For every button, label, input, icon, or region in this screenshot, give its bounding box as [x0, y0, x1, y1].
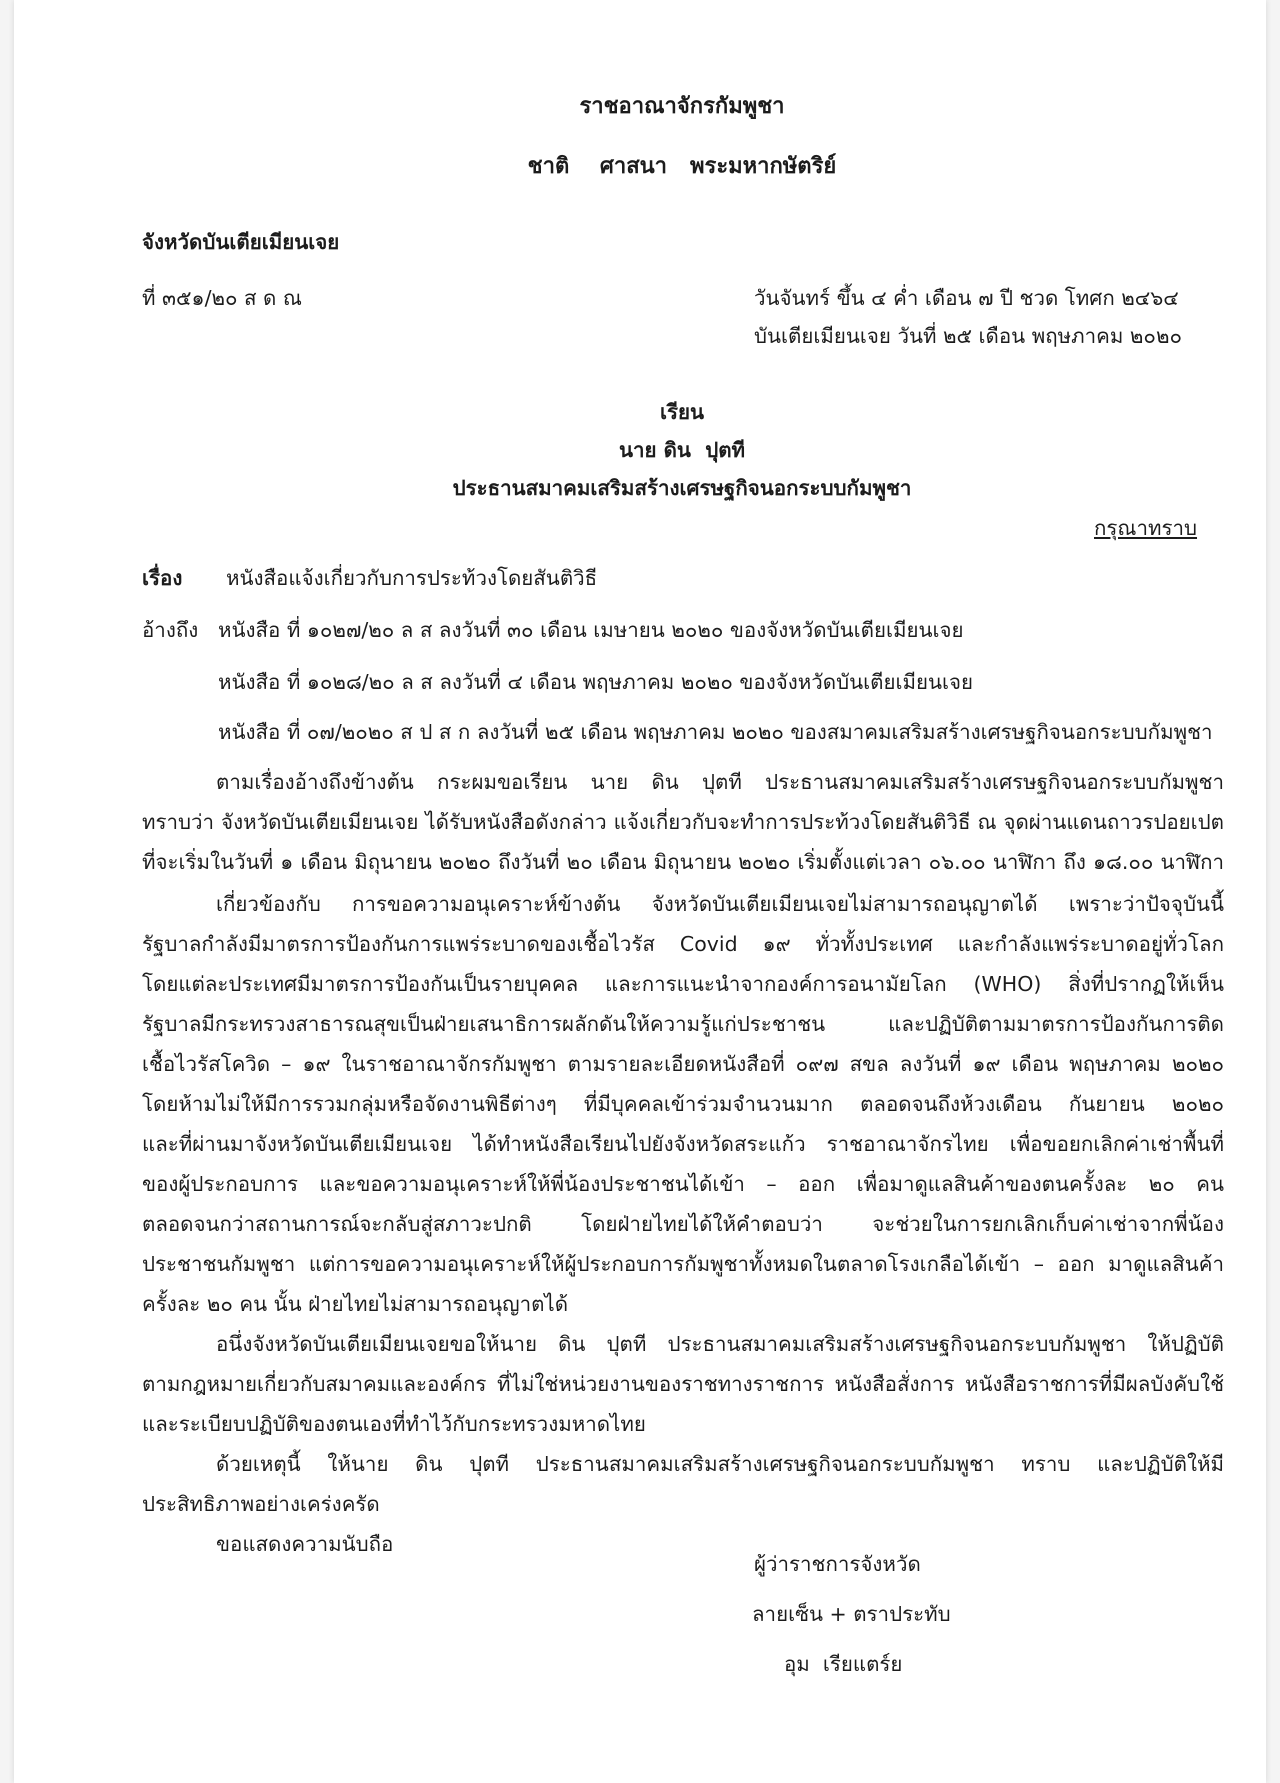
body-line: เกี่ยวข้องกับ การขอความอนุเคราะห์ข้างต้น จังหวัดบันเตียเมียนเจยไม่สามารถอนุญาตได้ เพราะว่าปัจจุบันนี้	[216, 892, 1224, 916]
body-line: ของผู้ประกอบการ และขอความอนุเคราะห์ให้พี่น้องประชาชนได้เข้า – ออก เพื่อมาดูแลสินค้าของตนครั้งละ ๒๐ คน	[142, 1172, 1224, 1196]
for-information-note: กรุณาทราบ	[1094, 516, 1198, 540]
body-line: ประชาชนกัมพูชา แต่การขอความอนุเคราะห์ให้ผู้ประกอบการกัมพูชาทั้งหมดในตลาดโรงเกลือได้เข้า – ออก มาดูแลสินค้า	[142, 1252, 1224, 1276]
kingdom-heading: ราชอาณาจักรกัมพูชา	[579, 94, 785, 119]
reference-item: หนังสือ ที่ ๑๐๒๗/๒๐ ล ส ลงวันที่ ๓๐ เดือน เมษายน ๒๐๒๐ ของจังหวัดบันเตียเมียนเจย	[218, 618, 964, 642]
body-line: รัฐบาลมีกระทรวงสาธารณสุขเป็นฝ่ายเสนาธิการผลักดันให้ความรู้แก่ประชาชน และปฏิบัติตามมาตรการป้องกันการติด	[142, 1012, 1224, 1036]
subject-text: หนังสือแจ้งเกี่ยวกับการประท้วงโดยสันติวิธี	[226, 566, 598, 590]
body-line: ที่จะเริ่มในวันที่ ๑ เดือน มิถุนายน ๒๐๒๐ ถึงวันที่ ๒๐ เดือน มิถุนายน ๒๐๒๐ เริ่มตั้งแต่เวลา ๐๖.๐๐ นาฬิกา ถึง ๑๘.๐๐ นาฬิกา	[142, 850, 1224, 874]
document-number: ที่ ๓๕๑/๒๐ ส ด ณ	[142, 286, 302, 310]
closing-phrase: ขอแสดงความนับถือ	[216, 1532, 394, 1556]
signature-and-seal: ลายเซ็น + ตราประทับ	[752, 1602, 951, 1626]
body-line: รัฐบาลกำลังมีมาตรการป้องกันการแพร่ระบาดของเชื้อไวรัส Covid ๑๙ ทั่วทั้งประเทศ และกำลังแพร่ระบาดอยู่ทั่วโลก	[142, 932, 1224, 956]
reference-label: อ้างถึง	[142, 618, 199, 642]
body-line: และระเบียบปฏิบัติของตนเองที่ทำไว้กับกระทรวงมหาดไทย	[142, 1412, 646, 1436]
body-line: เชื้อไวรัสโควิด – ๑๙ ในราชอาณาจักรกัมพูชา ตามรายละเอียดหนังสือที่ ๐๙๗ สขล ลงวันที่ ๑๙ เดือน พฤษภาคม ๒๐๒๐	[142, 1052, 1224, 1076]
body-line: ด้วยเหตุนี้ ให้นาย ดิน ปุตที ประธานสมาคมเสริมสร้างเศรษฐกิจนอกระบบกัมพูชา ทราบ และปฏิบัติให้มี	[216, 1452, 1224, 1476]
reference-item: หนังสือ ที่ ๑๐๒๘/๒๐ ล ส ลงวันที่ ๔ เดือน พฤษภาคม ๒๐๒๐ ของจังหวัดบันเตียเมียนเจย	[218, 670, 974, 694]
body-line: โดยห้ามไม่ให้มีการรวมกลุ่มหรือจัดงานพิธีต่างๆ ที่มีบุคคลเข้าร่วมจำนวนมาก ตลอดจนถึงห้วงเดือน กันยายน ๒๐๒๐	[142, 1092, 1224, 1116]
province-name: จังหวัดบันเตียเมียนเจย	[142, 230, 340, 254]
addressee-name: นาย ดิน ปุตที	[618, 438, 746, 462]
body-line: โดยแต่ละประเทศมีมาตรการป้องกันเป็นรายบุคคล และการแนะนำจากองค์การอนามัยโลก (WHO) สิ่งที่ปรากฏให้เห็น	[142, 972, 1224, 996]
signatory-position: ผู้ว่าราชการจังหวัด	[754, 1552, 921, 1576]
document-page	[14, 0, 1266, 1783]
national-motto: ชาติ ศาสนา พระมหากษัตริย์	[527, 154, 837, 179]
body-line: ตามกฎหมายเกี่ยวกับสมาคมและองค์กร ที่ไม่ใช่หน่วยงานของราชทางราชการ หนังสือสั่งการ หนังสือราชการที่มีผลบังคับใช้	[142, 1372, 1224, 1396]
body-line: ประสิทธิภาพอย่างเคร่งครัด	[142, 1492, 380, 1516]
body-line: อนึ่งจังหวัดบันเตียเมียนเจยขอให้นาย ดิน ปุตที ประธานสมาคมเสริมสร้างเศรษฐกิจนอกระบบกัมพูชา ให้ปฏิบัติ	[216, 1332, 1224, 1356]
body-line: ตลอดจนกว่าสถานการณ์จะกลับสู่สภาวะปกติ โดยฝ่ายไทยได้ให้คำตอบว่า จะช่วยในการยกเลิกเก็บค่าเช่าจากพี่น้อง	[142, 1212, 1224, 1236]
body-line: ทราบว่า จังหวัดบันเตียเมียนเจย ได้รับหนังสือดังกล่าว แจ้งเกี่ยวกับจะทำการประท้วงโดยสันติวิธี ณ จุดผ่านแดนถาวรปอยเปต	[142, 810, 1224, 834]
date-solar: บันเตียเมียนเจย วันที่ ๒๕ เดือน พฤษภาคม ๒๐๒๐	[754, 324, 1182, 348]
reference-item: หนังสือ ที่ ๐๗/๒๐๒๐ ส ป ส ก ลงวันที่ ๒๕ เดือน พฤษภาคม ๒๐๒๐ ของสมาคมเสริมสร้างเศรษฐกิจนอกระบบกัมพูชา	[218, 720, 1213, 744]
signatory-name: อุม เรียแตร์ย	[784, 1652, 903, 1676]
body-line: ตามเรื่องอ้างถึงข้างต้น กระผมขอเรียน นาย ดิน ปุตที ประธานสมาคมเสริมสร้างเศรษฐกิจนอกระบบกัมพูชา	[216, 770, 1224, 794]
date-lunar: วันจันทร์ ขึ้น ๔ ค่ำ เดือน ๗ ปี ชวด โทศก ๒๔๖๔	[754, 286, 1179, 310]
body-line: และที่ผ่านมาจังหวัดบันเตียเมียนเจย ได้ทำหนังสือเรียนไปยังจังหวัดสระแก้ว ราชอาณาจักรไทย เพื่อขอยกเลิกค่าเช่าพื้นที่	[142, 1132, 1224, 1156]
salutation-label: เรียน	[659, 400, 705, 424]
body-line: ครั้งละ ๒๐ คน นั้น ฝ่ายไทยไม่สามารถอนุญาตได้	[142, 1292, 569, 1316]
subject-label: เรื่อง	[142, 566, 183, 590]
addressee-title: ประธานสมาคมเสริมสร้างเศรษฐกิจนอกระบบกัมพูชา	[452, 476, 912, 500]
